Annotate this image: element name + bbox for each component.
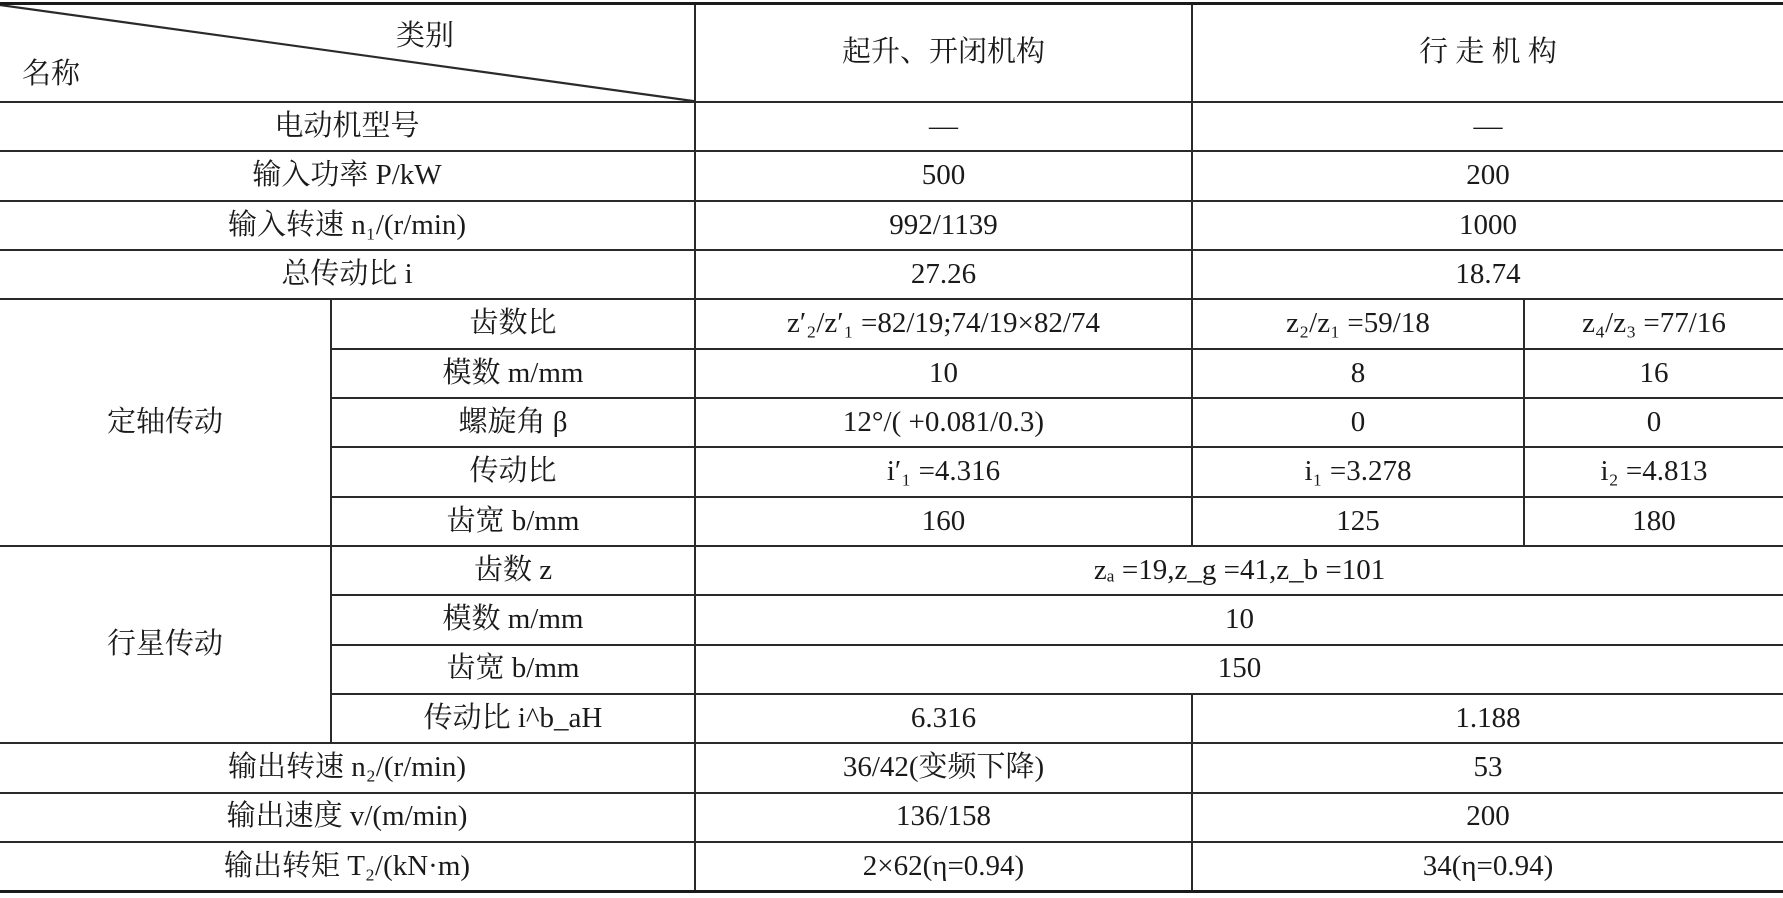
- row-label: 模数 m/mm: [331, 595, 695, 644]
- row-label: 齿数比: [331, 299, 695, 348]
- cell-value: 500: [695, 151, 1192, 200]
- row-label: 传动比 i^b_aH: [331, 694, 695, 743]
- cell-value: 200: [1192, 151, 1783, 200]
- table-row: [0, 743, 1783, 792]
- table-row: [0, 201, 1783, 250]
- row-label: 输入功率 P/kW: [0, 151, 695, 200]
- cell-value: 6.316: [695, 694, 1192, 743]
- cell-value: 18.74: [1192, 250, 1783, 299]
- cell-value: i₂ =4.813: [1524, 447, 1783, 496]
- cell-value: 0: [1524, 398, 1783, 447]
- category-label: 类别: [395, 20, 454, 52]
- cell-value: 16: [1524, 349, 1783, 398]
- group-label-fixed-axis: 定轴传动: [0, 299, 331, 546]
- cell-value: —: [1192, 102, 1783, 151]
- cell-value: z₂/z₁ =59/18: [1192, 299, 1524, 348]
- cell-value: zₐ =19,z_g =41,z_b =101: [695, 546, 1783, 595]
- cell-value: z′₂/z′₁ =82/19;74/19×82/74: [695, 299, 1192, 348]
- row-label: 齿宽 b/mm: [331, 497, 695, 546]
- cell-value: 150: [695, 645, 1783, 694]
- table-row: [0, 546, 1783, 595]
- table-row: [0, 102, 1783, 151]
- row-label: 齿数 z: [331, 546, 695, 595]
- cell-value: 125: [1192, 497, 1524, 546]
- cell-value: 160: [695, 497, 1192, 546]
- table-row: [0, 793, 1783, 842]
- cell-value: 200: [1192, 793, 1783, 842]
- cell-value: i₁ =3.278: [1192, 447, 1524, 496]
- cell-value: —: [695, 102, 1192, 151]
- row-label: 电动机型号: [0, 102, 695, 151]
- cell-value: 53: [1192, 743, 1783, 792]
- cell-value: 10: [695, 349, 1192, 398]
- cell-value: 180: [1524, 497, 1783, 546]
- diagonal-header-cell: [0, 4, 695, 103]
- row-label: 输出转矩 T₂/(kN·m): [0, 842, 695, 891]
- table-row: [0, 151, 1783, 200]
- spec-table: [0, 2, 1783, 893]
- header-row: [0, 4, 1783, 103]
- cell-value: 12°/( +0.081/0.3): [695, 398, 1192, 447]
- cell-value: 36/42(变频下降): [695, 743, 1192, 792]
- table-row: [0, 842, 1783, 891]
- cell-value: 8: [1192, 349, 1524, 398]
- cell-value: 992/1139: [695, 201, 1192, 250]
- cell-value: i′₁ =4.316: [695, 447, 1192, 496]
- row-label: 传动比: [331, 447, 695, 496]
- cell-value: z₄/z₃ =77/16: [1524, 299, 1783, 348]
- col-header-hoist: 起升、开闭机构: [695, 4, 1192, 103]
- col-header-travel: 行 走 机 构: [1192, 4, 1783, 103]
- name-label: 名称: [22, 58, 81, 91]
- cell-value: 0: [1192, 398, 1524, 447]
- row-label: 输入转速 n₁/(r/min): [0, 201, 695, 250]
- table-row: [0, 250, 1783, 299]
- row-label: 总传动比 i: [0, 250, 695, 299]
- cell-value: 1.188: [1192, 694, 1783, 743]
- cell-value: 27.26: [695, 250, 1192, 299]
- cell-value: 1000: [1192, 201, 1783, 250]
- row-label: 输出转速 n₂/(r/min): [0, 743, 695, 792]
- cell-value: 2×62(η=0.94): [695, 842, 1192, 891]
- diagonal-line: [0, 5, 694, 101]
- table-row: [0, 299, 1783, 348]
- cell-value: 136/158: [695, 793, 1192, 842]
- cell-value: 10: [695, 595, 1783, 644]
- group-label-planetary: 行星传动: [0, 546, 331, 743]
- row-label: 模数 m/mm: [331, 349, 695, 398]
- row-label: 齿宽 b/mm: [331, 645, 695, 694]
- cell-value: 34(η=0.94): [1192, 842, 1783, 891]
- row-label: 输出速度 v/(m/min): [0, 793, 695, 842]
- row-label: 螺旋角 β: [331, 398, 695, 447]
